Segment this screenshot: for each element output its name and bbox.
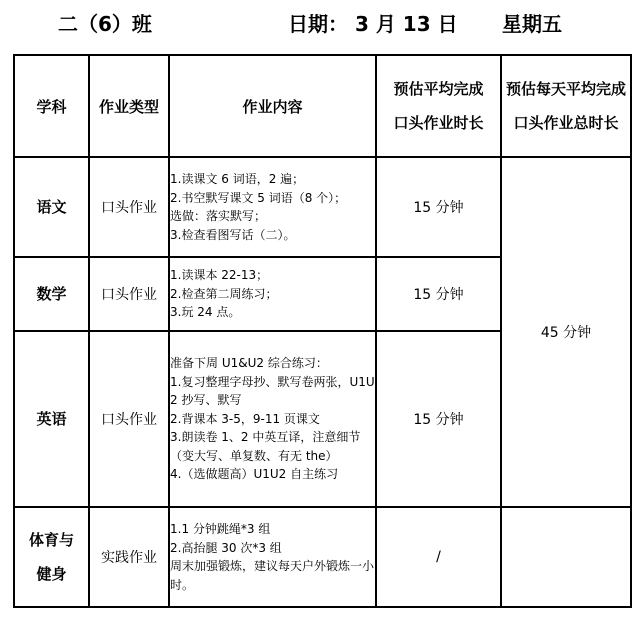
- content-cell: [169, 157, 376, 257]
- header-subject: 学科: [14, 55, 89, 157]
- content-cell: [169, 331, 376, 507]
- date-label: 日期： 3 月 13 日: [288, 12, 458, 36]
- table-row: [14, 507, 631, 607]
- subject-cell: 英语: [14, 331, 89, 507]
- homework-table: [13, 54, 632, 608]
- header-daily-total: [501, 55, 631, 157]
- content-line: 2.高抬腿 30 次*3 组: [170, 540, 282, 555]
- daily-total-cell: 45 分钟: [501, 157, 631, 507]
- page-header: [0, 8, 642, 42]
- empty-cell: [501, 507, 631, 607]
- content-line: 选做：落实默写；: [170, 209, 267, 223]
- time-cell: 15 分钟: [376, 331, 501, 507]
- header-avg-time: [376, 55, 501, 157]
- table-row: [14, 157, 631, 257]
- type-cell: 口头作业: [89, 157, 169, 257]
- content-line: 2.背课本 3-5，9-11 页课文: [170, 411, 320, 426]
- content-line: 1.读课文 6 词语，2 遍；: [170, 172, 305, 186]
- content-line: 4.（选做题高）U1U2 自主练习: [170, 467, 339, 482]
- subject-cell: [14, 507, 89, 607]
- header-daily-total-line2: 口头作业总时长: [513, 114, 619, 132]
- content-line: 准备下周 U1&U2 综合练习：: [170, 356, 328, 371]
- content-line: 3.朗读卷 1、2 中英互译，注意细节（变大写、单复数、有无 the）: [170, 430, 361, 463]
- header-avg-time-line1: 预估平均完成: [393, 80, 484, 98]
- content-line: 周末加强锻炼，建议每天户外锻炼一小时。: [170, 559, 375, 592]
- class-title: 二（6）班: [58, 12, 152, 36]
- content-line: 1.1 分钟跳绳*3 组: [170, 522, 271, 536]
- subject-cell: 语文: [14, 157, 89, 257]
- content-cell: [169, 507, 376, 607]
- type-cell: 口头作业: [89, 331, 169, 507]
- time-cell: /: [376, 507, 501, 607]
- weekday-label: 星期五: [502, 12, 562, 36]
- type-cell: 口头作业: [89, 257, 169, 331]
- subject-line2: 健身: [36, 565, 67, 583]
- table-header-row: [14, 55, 631, 157]
- time-cell: 15 分钟: [376, 157, 501, 257]
- content-cell: [169, 257, 376, 331]
- content-line: 1.复习整理字母抄、默写卷两张，U1U2 抄写、默写: [170, 374, 375, 408]
- content-line: 1.读课本 22-13；: [170, 268, 269, 283]
- header-type: 作业类型: [89, 55, 169, 157]
- content-line: 2.检查第二周练习；: [170, 286, 278, 301]
- type-cell: 实践作业: [89, 507, 169, 607]
- subject-cell: 数学: [14, 257, 89, 331]
- content-line: 2.书空默写课文 5 词语（8 个）；: [170, 190, 347, 205]
- content-line: 3.检查看图写话（二）。: [170, 227, 296, 242]
- content-line: 3.玩 24 点。: [170, 305, 241, 320]
- header-content: 作业内容: [169, 55, 376, 157]
- subject-line1: 体育与: [28, 531, 74, 549]
- header-daily-total-line1: 预估每天平均完成: [505, 80, 626, 98]
- header-avg-time-line2: 口头作业时长: [393, 114, 484, 132]
- time-cell: 15 分钟: [376, 257, 501, 331]
